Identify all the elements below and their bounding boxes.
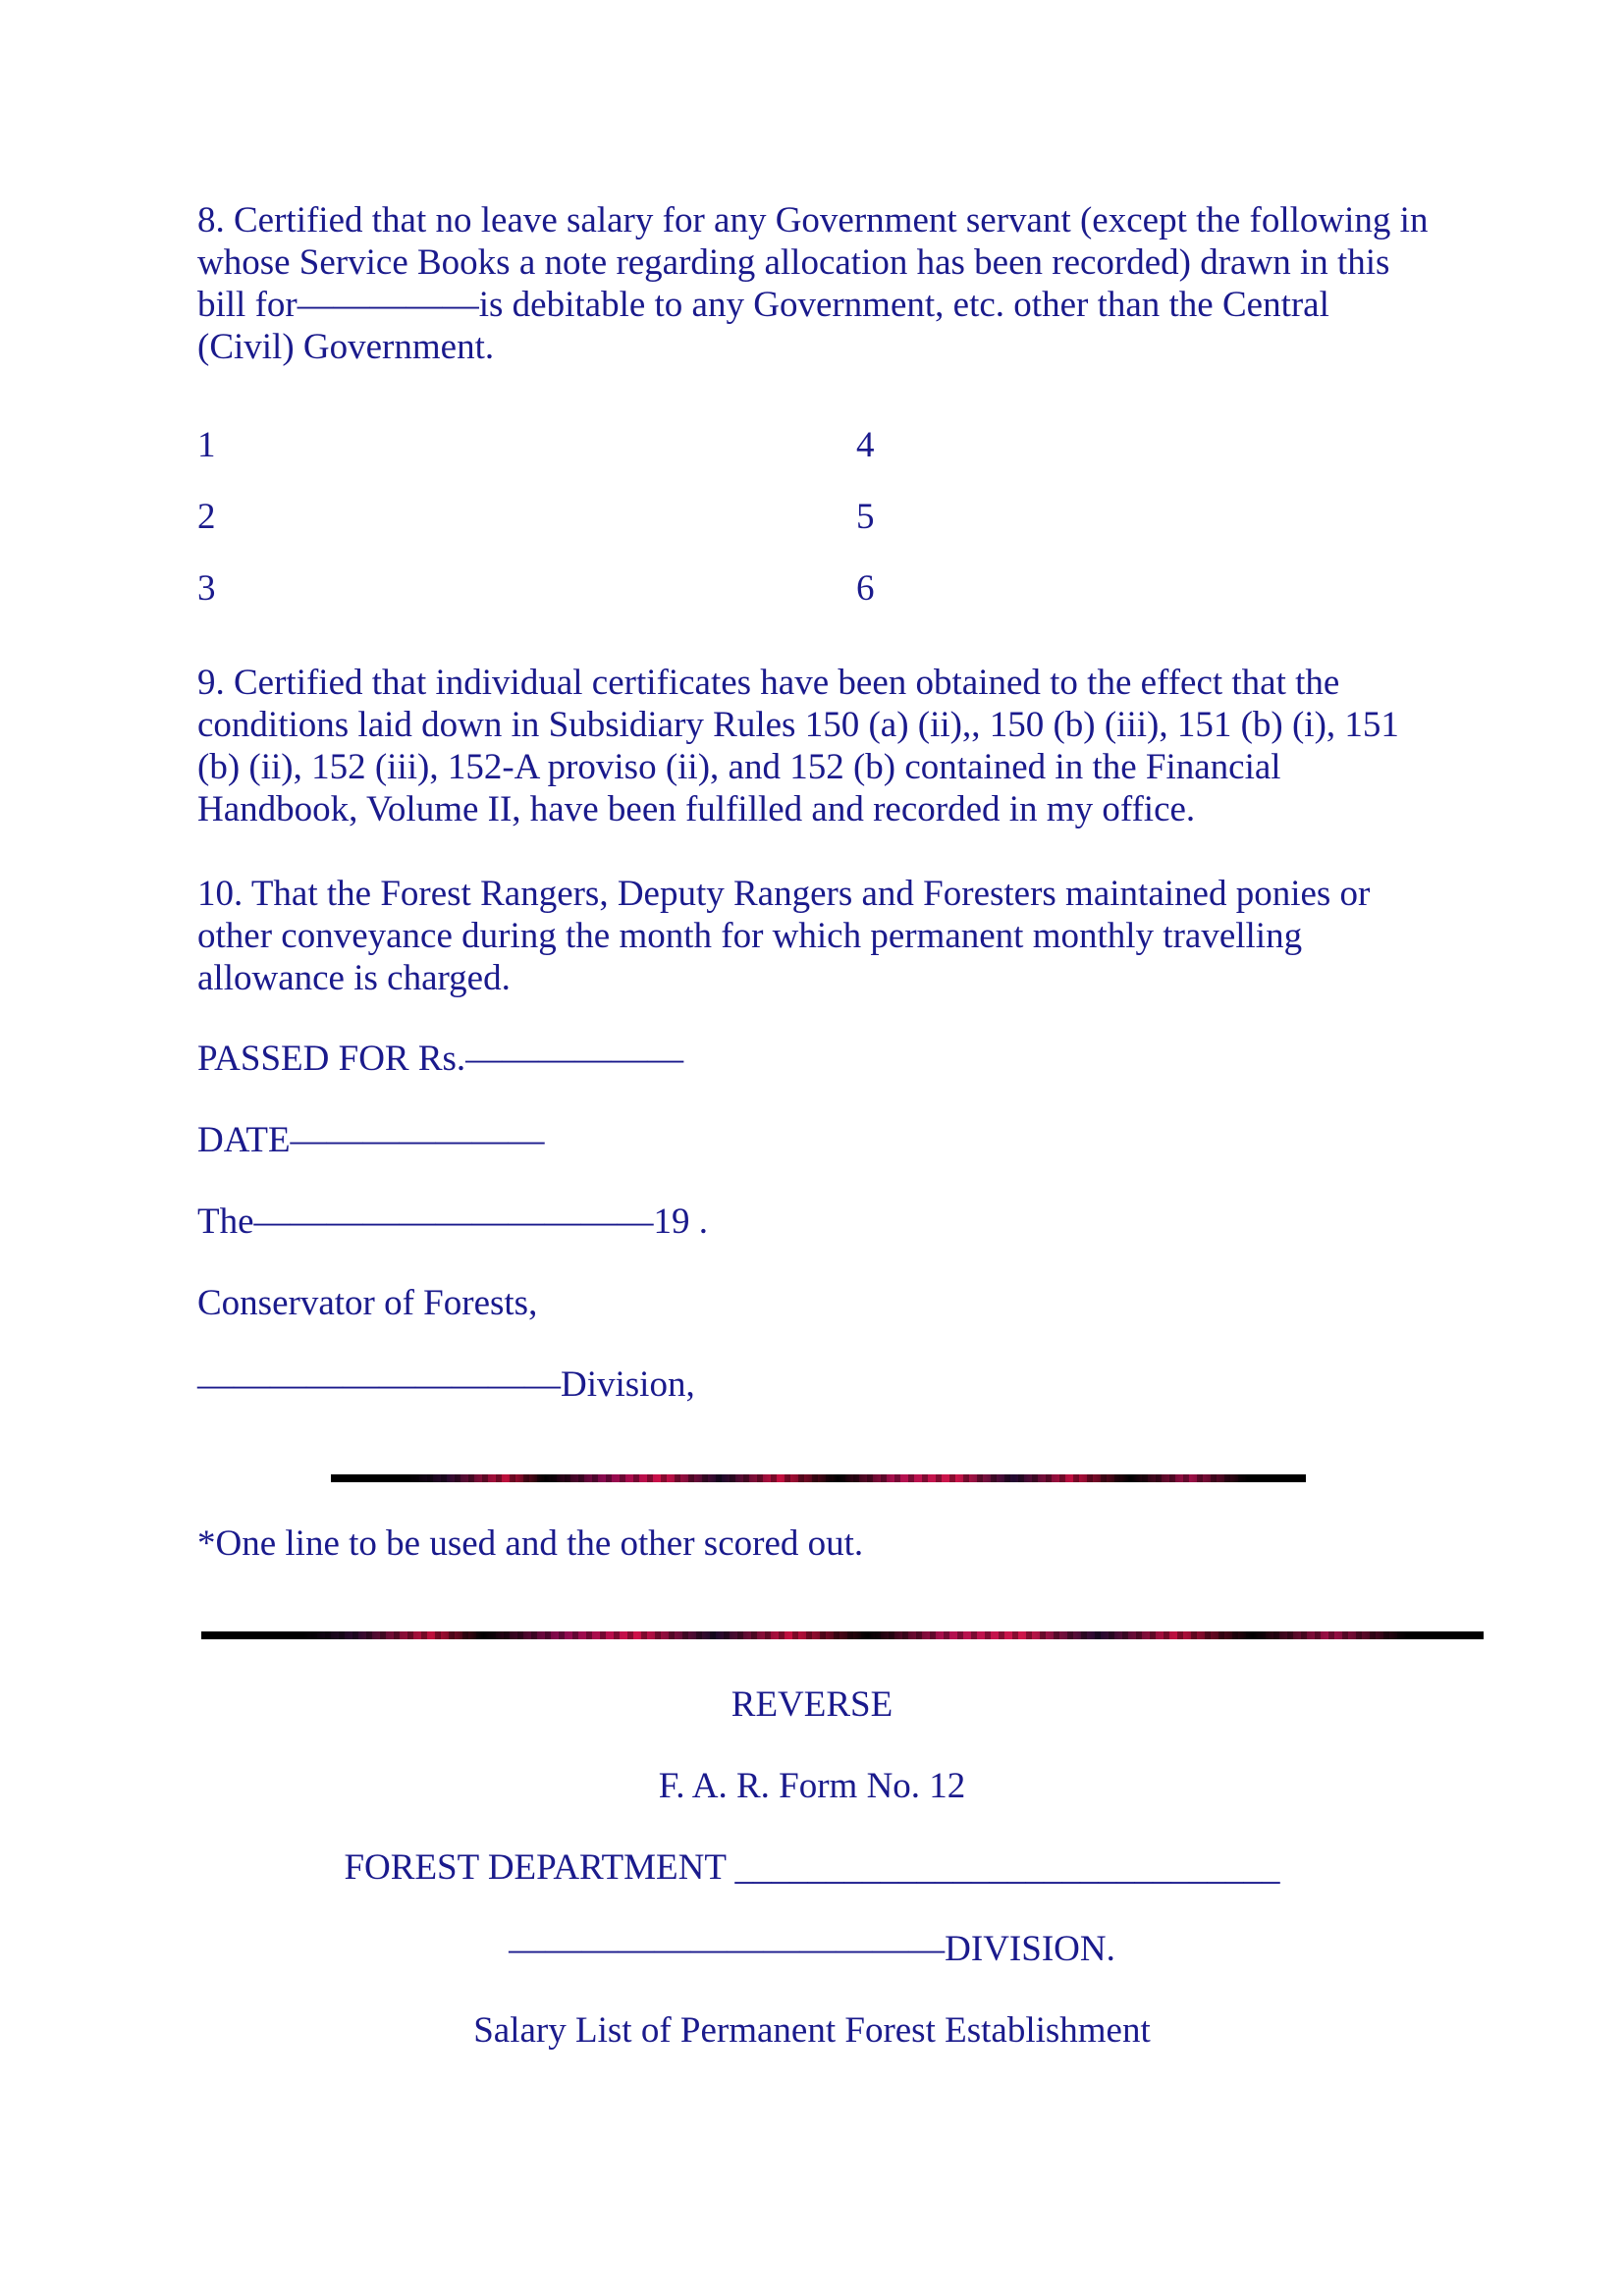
forest-department-line: FOREST DEPARTMENT ______________________________ [344,1847,1280,1888]
list-number-5: 5 [856,497,875,537]
form-number: F. A. R. Form No. 12 [658,1766,966,1806]
division-line: ——————————Division, [197,1364,695,1405]
division-heading-line: ————————————DIVISION. [509,1929,1115,1969]
item-8-certification: 8. Certified that no leave salary for any Government servant (except the following in whose Service Books a note regarding allocation has been recorded) drawn in this bill for—————is debitable to any Government, etc. other than the Central (Civil) Government. [197,200,1429,367]
list-number-4: 4 [856,425,875,465]
decorative-divider-short [331,1474,1306,1482]
salary-list-title: Salary List of Permanent Forest Establishment [473,2010,1151,2051]
list-number-3: 3 [197,568,216,609]
item-9-certification: 9. Certified that individual certificates have been obtained to the effect that the conditions laid down in Subsidiary Rules 150 (a) (ii),, 150 (b) (iii), 151 (b) (i), 151 (b) (ii), 152 (iii), 152-A proviso (ii), and 152 (b) contained in the Financial Handbook, Volume II, have been fulfilled and recorded in my office. [197,663,1399,829]
passed-for-line: PASSED FOR Rs.—————— [197,1039,684,1079]
item-10-statement: 10. That the Forest Rangers, Deputy Rangers and Foresters maintained ponies or other conveyance during the month for which permanent monthly travelling allowance is charged. [197,874,1371,998]
list-number-2: 2 [197,497,216,537]
conservator-line: Conservator of Forests, [197,1283,538,1323]
date-line: DATE——————— [197,1120,545,1160]
list-number-1: 1 [197,425,216,465]
the-19-line: The———————————19 . [197,1201,709,1242]
list-number-6: 6 [856,568,875,609]
decorative-divider-long [201,1631,1484,1639]
reverse-heading: REVERSE [731,1684,893,1725]
footnote: *One line to be used and the other scored out. [197,1523,864,1564]
